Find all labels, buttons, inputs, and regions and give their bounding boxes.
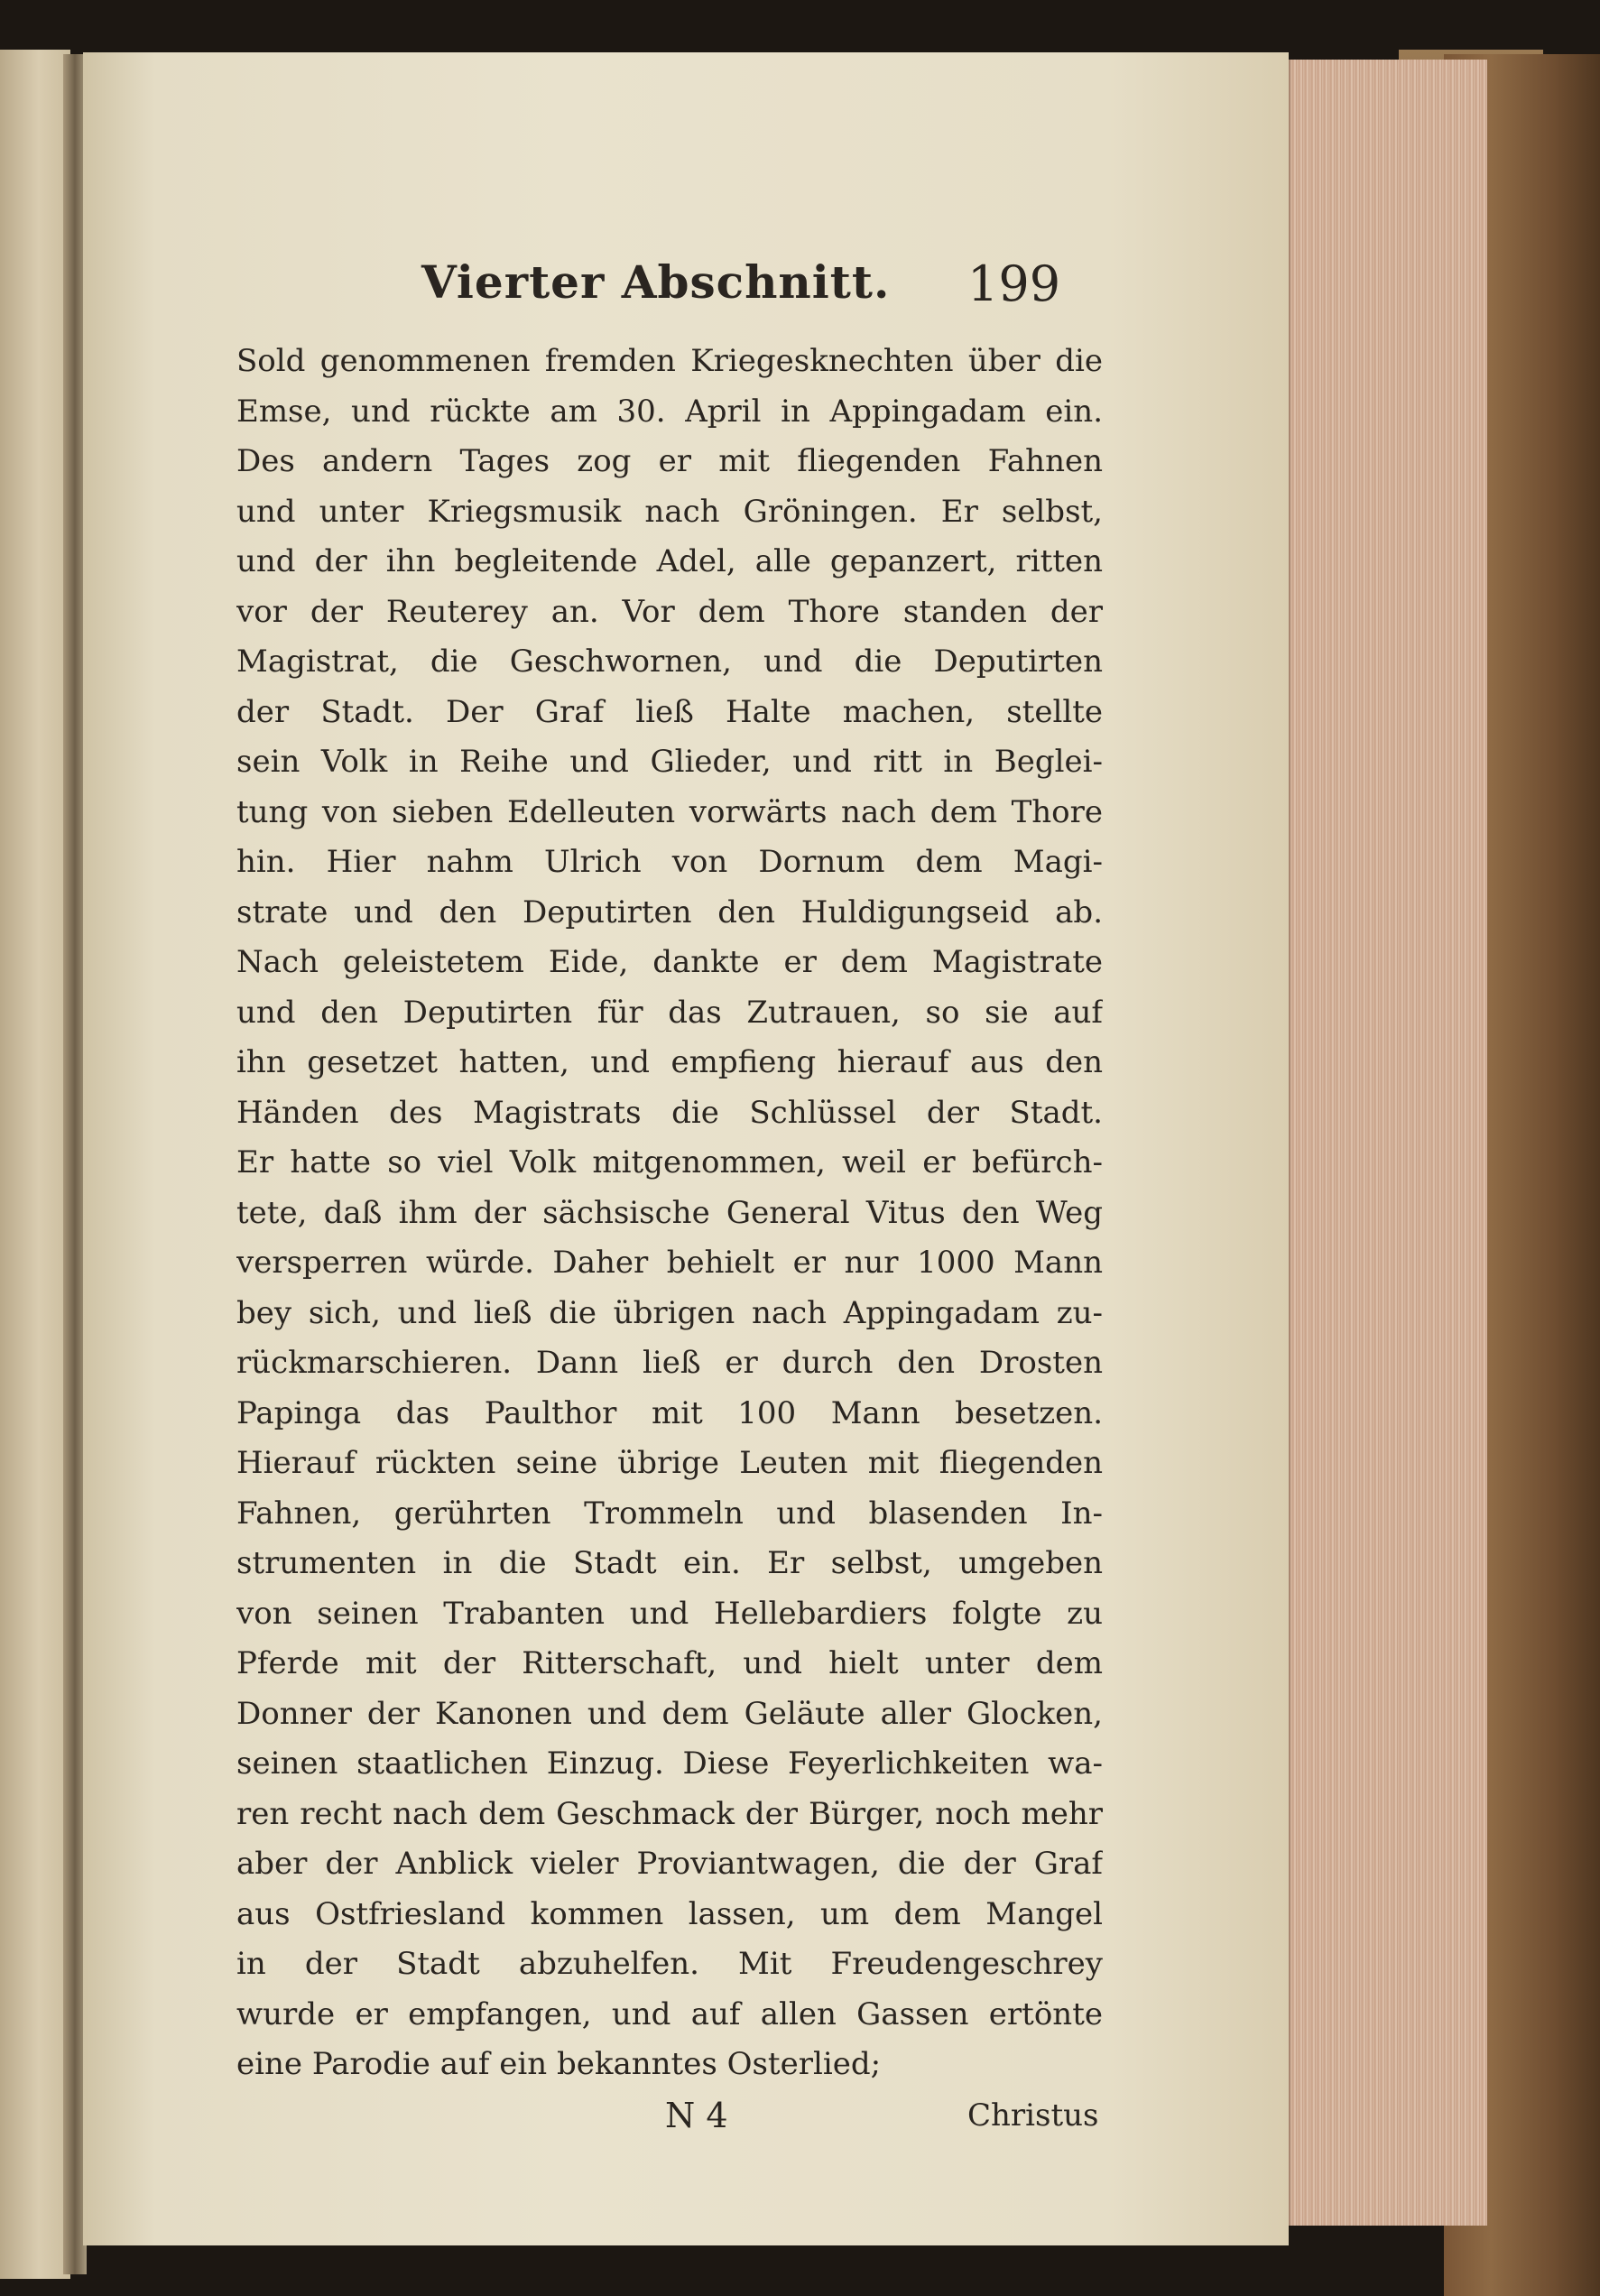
- text-line: Emse, und rückte am 30. April in Appingadam ein.: [236, 393, 1103, 430]
- text-line: Er hatte so viel Volk mitgenommen, weil er befürch-: [236, 1144, 1103, 1180]
- text-line: rückmarschieren. Dann ließ er durch den Drosten: [236, 1345, 1103, 1381]
- signature-mark: N 4: [665, 2095, 728, 2135]
- text-line: versperren würde. Daher behielt er nur 1000 Mann: [236, 1245, 1103, 1281]
- text-line: aus Ostfriesland kommen lassen, um dem Mangel: [236, 1895, 1103, 1932]
- text-line: Magistrat, die Geschwornen, und die Deputirten: [236, 643, 1103, 680]
- previous-page-edge: [0, 50, 70, 2279]
- text-line: der Stadt. Der Graf ließ Halte machen, stellte: [236, 693, 1103, 730]
- text-line: und unter Kriegsmusik nach Gröningen. Er selbst,: [236, 493, 1103, 530]
- page-header: [236, 255, 1103, 337]
- text-line: wurde er empfangen, und auf allen Gassen ertönte: [236, 1995, 1103, 2032]
- text-line: ihn gesetzet hatten, und empfieng hierauf aus den: [236, 1044, 1103, 1080]
- text-line: seinen staatlichen Einzug. Diese Feyerlichkeiten wa-: [236, 1745, 1103, 1782]
- text-line: Donner der Kanonen und dem Geläute aller Glocken,: [236, 1695, 1103, 1732]
- text-line: eine Parodie auf ein bekanntes Osterlied;: [236, 2046, 882, 2082]
- text-line: tete, daß ihm der sächsische General Vitus den Weg: [236, 1194, 1103, 1231]
- page-block-edges: [1289, 60, 1487, 2226]
- running-title: Vierter Abschnitt.: [421, 255, 891, 309]
- catchword: Christus: [967, 2097, 1099, 2134]
- text-line: und der ihn begleitende Adel, alle gepanzert, ritten: [236, 543, 1103, 579]
- text-line: hin. Hier nahm Ulrich von Dornum dem Magi-: [236, 844, 1103, 880]
- text-line: Fahnen, gerührten Trommeln und blasenden In-: [236, 1495, 1103, 1532]
- page-number: 199: [967, 255, 1061, 312]
- text-line: von seinen Trabanten und Hellebardiers folgte zu: [236, 1595, 1103, 1632]
- text-line: sein Volk in Reihe und Glieder, und ritt in Beglei-: [236, 744, 1103, 780]
- body-text: [236, 337, 1103, 2090]
- text-line: Pferde mit der Ritterschaft, und hielt unter dem: [236, 1645, 1103, 1681]
- text-line: in der Stadt abzuhelfen. Mit Freudengeschrey: [236, 1946, 1103, 1982]
- text-line: Händen des Magistrats die Schlüssel der Stadt.: [236, 1094, 1103, 1131]
- text-line: aber der Anblick vieler Proviantwagen, die der Graf: [236, 1846, 1103, 1882]
- text-line: strumenten in die Stadt ein. Er selbst, umgeben: [236, 1545, 1103, 1581]
- text-line: bey sich, und ließ die übrigen nach Appingadam zu-: [236, 1294, 1103, 1331]
- text-block: [236, 255, 1103, 2159]
- text-line: und den Deputirten für das Zutrauen, so sie auf: [236, 994, 1103, 1031]
- page-footer: [236, 2096, 1103, 2159]
- text-line: strate und den Deputirten den Huldigungseid ab.: [236, 893, 1103, 930]
- text-line: vor der Reuterey an. Vor dem Thore standen der: [236, 593, 1103, 630]
- text-line: ren recht nach dem Geschmack der Bürger, noch mehr: [236, 1795, 1103, 1832]
- text-line: Papinga das Paulthor mit 100 Mann besetzen.: [236, 1394, 1103, 1431]
- text-line: Nach geleistetem Eide, dankte er dem Magistrate: [236, 944, 1103, 980]
- text-line: Sold genommenen fremden Kriegesknechten über die: [236, 343, 1103, 379]
- text-line: Hierauf rückten seine übrige Leuten mit fliegenden: [236, 1445, 1103, 1481]
- book-page: [83, 52, 1289, 2245]
- text-line: Des andern Tages zog er mit fliegenden Fahnen: [236, 443, 1103, 479]
- text-line: tung von sieben Edelleuten vorwärts nach dem Thore: [236, 793, 1103, 830]
